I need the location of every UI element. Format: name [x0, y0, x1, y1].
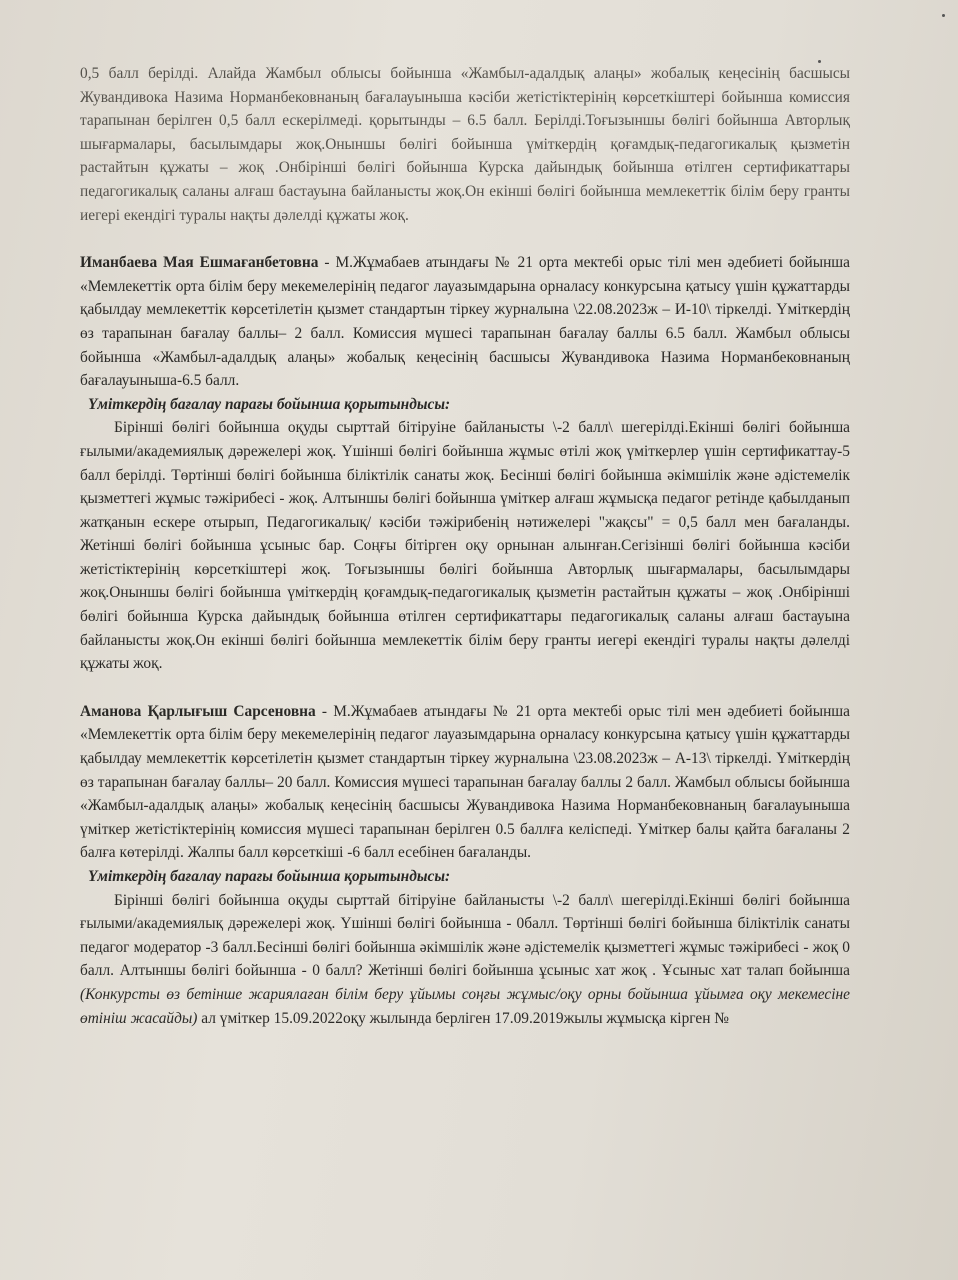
candidate-1-paragraph [80, 251, 850, 393]
candidate-2-summary-tail: ал үміткер 15.09.2022оқу жылында берліген 17.09.2019жылы жұмысқа кірген № [197, 1009, 729, 1027]
candidate-2-paragraph [80, 700, 850, 865]
candidate-1-summary-heading: Үміткердің бағалау парағы бойынша қорытындысы: [88, 395, 451, 413]
candidate-1-intro: - М.Жұмабаев атындағы № 21 орта мектебі орыс тілі мен әдебиеті бойынша «Мемлекеттік орта білім беру мекемелерінің педагог лауазымдарына орналасу конкурсына қатысу үшін құжаттарды қабылдау мемлекеттік көрсетілетін қызмет стандартын тіркеу журналына \22.08.2023ж – И-10\ тіркелді. Үміткердің өз тарапынан бағалау баллы– 2 балл. Комиссия мүшесі тарапынан бағалау баллы 6.5 балл. Жамбыл облысы бойынша «Жамбыл-адалдық алаңы» жобалық кеңесінің басшысы Жувандивока Назима Нормaнбековнаның бағалауыныша-6.5 балл. [80, 254, 850, 390]
paper-speck [942, 14, 945, 17]
candidate-2-name: Аманова Қарлығыш Сарсеновна [80, 702, 316, 720]
candidate-2-summary-heading: Үміткердің бағалау парағы бойынша қорытындысы: [88, 868, 451, 885]
continued-paragraph: 0,5 балл берілді. Алайда Жамбыл облысы бойынша «Жамбыл-адалдық алаңы» жобалық кеңесінің басшысы Жувандивока Назима Нормaнбековнаның бағалауыныша кәсіби жетістіктерінің көрсеткіштері бойынша комиссия тарапынан берілген 0,5 балл ескерілмеді. қорытынды – 6.5 балл. Берілді.Тоғызыншы бөлігі бойынша Авторлық шығармалары, басылымдары жоқ.Оныншы бөлігі бойынша үміткердің қоғамдық-педагогикалық қызметін растайтын құжаты – жоқ .Онбірінші бөлігі бойынша Курска дайындық бойынша өтілген сертификаттары педагогикалық саланы алғаш бастауына байланысты жоқ.Он екінші бөлігі бойынша мемлекеттік білім беру гранты иегері екендігі туралы нақты дәлелді құжаты жоқ. [80, 65, 850, 224]
candidate-1-summary: Бірінші бөлігі бойынша оқуды сырттай бітіруіне байланысты \-2 балл\ шегерілді.Екінші бөлігі бойынша ғылыми/академиялық дәрежелері жоқ. Үшінші бөлігі бойынша жұмыс өтілі жоқ үміткерлер үшін сертификаттау-5 балл берілді. Төртінші бөлігі бойынша біліктілік санаты жоқ. Бесінші бөлігі бойынша әкімшілік және әдістемелік қызметтегі жұмыс тәжірибесі - жоқ. Алтыншы бөлігі бойынша үміткер алғаш жұмысқа педагог ретінде қабылданып жатқанын ескере отырып, Педагогикалық/ кәсіби тәжірибенің нәтижелері "жақсы" = 0,5 балл мен бағаланды. Жетінші бөлігі бойынша ұсыныс бар. Соңғы бітірген оқу орнынан алынған.Сегізінші бөлігі бойынша кәсіби жетістіктерінің көрсеткіштері жоқ. Тоғызыншы бөлігі бойынша Авторлық шығармалары, басылымдары жоқ.Оныншы бөлігі бойынша үміткердің қоғамдық-педагогикалық қызметін растайтын құжаты – жоқ .Онбірінші бөлігі бойынша Курска дайындық бойынша өтілген сертификаттары педагогикалық саланы алғаш бастауына байланысты жоқ.Он екінші бөлігі бойынша мемлекеттік білім беру гранты иегері екендігі туралы нақты дәлелді құжаты жоқ. [80, 419, 850, 673]
candidate-2-summary [80, 889, 850, 1031]
candidate-2-summary-text: Бірінші бөлігі бойынша оқуды сырттай бітіруіне байланысты \-2 балл\ шегерілді.Екінші бөлігі бойынша ғылыми/академиялық дәрежелері жоқ. Үшінші бөлігі бойынша - 0балл. Төртінші бөлігі бойынша біліктілік санаты педагог модератор -3 балл.Бесінші бөлігі бойынша әкімшілік және әдістемелік қызметтегі жұмыс тәжірибесі - жоқ 0 балл. Алтыншы бөлігі бойынша - 0 балл? Жетінші бөлігі бойынша ұсыныс хат жоқ . Ұсыныс хат талап бойынша [80, 891, 850, 980]
candidate-2-intro: - М.Жұмабаев атындағы № 21 орта мектебі орыс тілі мен әдебиеті бойынша «Мемлекеттік орта білім беру мекемелерінің педагог лауазымдарына орналасу конкурсына қатысу үшін құжаттарды қабылдау мемлекеттік көрсетілетін қызмет стандартын тіркеу журналына \23.08.2023ж – А-13\ тіркелді. Үміткердің өз тарапынан бағалау баллы– 20 балл. Комиссия мүшесі тарапынан бағалау баллы 2 балл. Жамбыл облысы бойынша «Жамбыл-адалдық алаңы» жобалық кеңесінің басшысы Жувандивока Назима Нормaнбековнаның бағалауыныша үміткер жетістіктерінің комиссия мүшесі тарапынан берілген 0.5 баллға келіспеді. Үміткер балы қайта бағаланы 2 балға көтерілді. Жалпы балл көрсеткіші -6 балл есебінен бағаланды. [80, 702, 850, 862]
candidate-2-summary-note: (Конкурсты өз бетінше жариялаған білім беру ұйымы соңғы жұмыс/оқу орны бойынша ұйымға оқу мекемесіне өтініш жасайды) [80, 985, 850, 1027]
document-text [80, 62, 850, 1030]
candidate-1-name: Иманбаева Мая Ешмағанбетовна [80, 254, 319, 272]
